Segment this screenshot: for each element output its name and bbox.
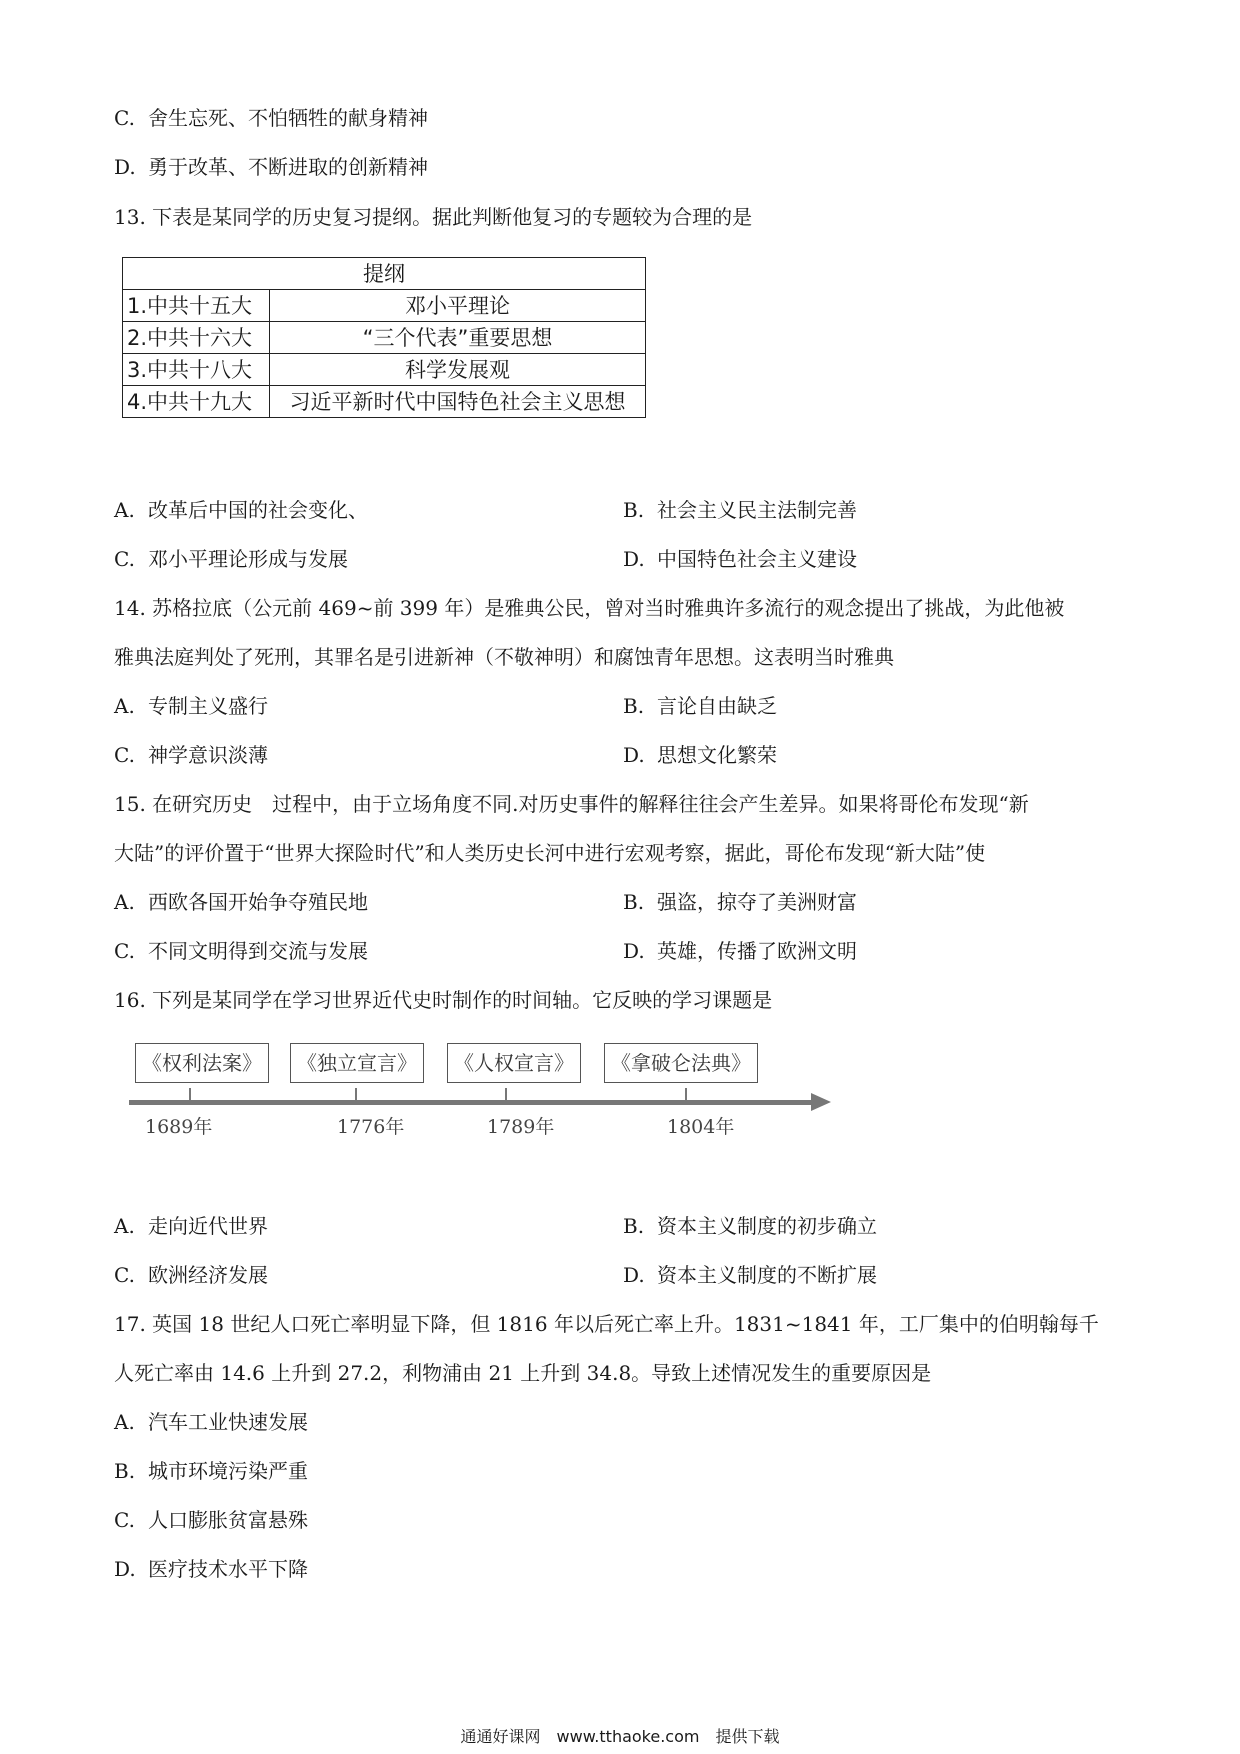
q14-option-a (114, 692, 268, 720)
q16-option-b (623, 1212, 877, 1240)
q13-stem: 13. 下表是某同学的历史复习提纲。据此判断他复习的专题较为合理的是 (114, 205, 753, 229)
page-footer: 通通好课网 www.tthaoke.com 提供下载 (460, 1727, 780, 1746)
q17-stem-line-2: 人死亡率由 14.6 上升到 27.2，利物浦由 21 上升到 34.8。导致上述情况发生的重要原因是 (114, 1361, 932, 1385)
timeline-tick (189, 1088, 191, 1100)
option-text: 不同文明得到交流与发展 (148, 939, 368, 963)
q15-option-d (623, 937, 857, 965)
table-cell: 1.中共十五大 (123, 290, 270, 322)
table-cell: 3.中共十八大 (123, 354, 270, 386)
outline-table (122, 257, 646, 418)
table-cell: 习近平新时代中国特色社会主义思想 (270, 386, 646, 418)
option-text: 神学意识淡薄 (148, 743, 268, 767)
q15-option-b (623, 888, 857, 916)
option-letter: A. (114, 890, 135, 914)
option-text: 西欧各国开始争夺殖民地 (148, 890, 368, 914)
option-letter: B. (623, 694, 645, 718)
timeline-arrow-icon (811, 1093, 831, 1111)
option-letter: D. (623, 939, 645, 963)
option-text: 改革后中国的社会变化、 (148, 498, 368, 522)
option-letter: D. (623, 743, 645, 767)
option-letter: D. (623, 547, 645, 571)
option-text: 英雄，传播了欧洲文明 (657, 939, 857, 963)
q17-option-d (114, 1555, 308, 1583)
q17-option-a (114, 1408, 308, 1436)
option-text: 资本主义制度的初步确立 (657, 1214, 877, 1238)
option-letter: A. (114, 1214, 135, 1238)
option-text: 强盗，掠夺了美洲财富 (657, 890, 857, 914)
q14-stem-line-2: 雅典法庭判处了死刑，其罪名是引进新神（不敬神明）和腐蚀青年思想。这表明当时雅典 (114, 645, 894, 669)
q17-option-b (114, 1457, 308, 1485)
timeline-doc-rights-of-man: 《人权宣言》 (447, 1043, 581, 1083)
timeline-doc-napoleonic-code: 《拿破仑法典》 (604, 1043, 758, 1083)
q14-option-c (114, 741, 268, 769)
option-letter: B. (114, 1459, 136, 1483)
q15-stem-line-2: 大陆”的评价置于“世界大探险时代”和人类历史长河中进行宏观考察，据此，哥伦布发现“新大陆”使 (114, 841, 986, 865)
option-letter: D. (623, 1263, 645, 1287)
q16-option-a (114, 1212, 268, 1240)
table-cell: 4.中共十九大 (123, 386, 270, 418)
table-cell: 2.中共十六大 (123, 322, 270, 354)
q16-stem: 16. 下列是某同学在学习世界近代史时制作的时间轴。它反映的学习课题是 (114, 988, 773, 1012)
q17-option-c (114, 1506, 308, 1534)
table-row (123, 322, 646, 354)
option-letter: C. (114, 547, 135, 571)
q13-option-d (623, 545, 857, 573)
table-row (123, 386, 646, 418)
q13-option-c (114, 545, 348, 573)
option-letter: A. (114, 1410, 135, 1434)
option-letter: D. (114, 155, 136, 179)
option-text: 医疗技术水平下降 (148, 1557, 308, 1581)
option-letter: C. (114, 1263, 135, 1287)
option-text: 社会主义民主法制完善 (657, 498, 857, 522)
timeline-year: 1789年 (487, 1116, 555, 1138)
option-letter: C. (114, 1508, 135, 1532)
timeline-year: 1804年 (667, 1116, 735, 1138)
timeline-axis (129, 1100, 814, 1105)
q16-option-c (114, 1261, 268, 1289)
timeline-year: 1776年 (337, 1116, 405, 1138)
q15-stem-line-1: 15. 在研究历史 过程中，由于立场角度不同.对历史事件的解释往往会产生差异。如果将哥伦布发现“新 (114, 792, 1029, 816)
option-letter: C. (114, 939, 135, 963)
timeline-doc-bill-of-rights: 《权利法案》 (135, 1043, 269, 1083)
option-text: 走向近代世界 (148, 1214, 268, 1238)
option-text: 思想文化繁荣 (657, 743, 777, 767)
timeline-tick (505, 1088, 507, 1100)
timeline-doc-declaration-of-independence: 《独立宣言》 (290, 1043, 424, 1083)
q12-option-d (114, 153, 428, 181)
option-text: 人口膨胀贫富悬殊 (148, 1508, 308, 1532)
option-letter: B. (623, 498, 645, 522)
option-letter: B. (623, 1214, 645, 1238)
timeline (125, 1040, 825, 1138)
q16-option-d (623, 1261, 877, 1289)
table-cell: 邓小平理论 (270, 290, 646, 322)
q15-option-a (114, 888, 368, 916)
option-letter: C. (114, 106, 135, 130)
option-text: 勇于改革、不断进取的创新精神 (148, 155, 428, 179)
table-row (123, 354, 646, 386)
option-text: 城市环境污染严重 (148, 1459, 308, 1483)
option-text: 中国特色社会主义建设 (657, 547, 857, 571)
option-text: 邓小平理论形成与发展 (148, 547, 348, 571)
option-text: 汽车工业快速发展 (148, 1410, 308, 1434)
table-cell: “三个代表”重要思想 (270, 322, 646, 354)
option-text: 言论自由缺乏 (657, 694, 777, 718)
table-cell: 科学发展观 (270, 354, 646, 386)
timeline-tick (355, 1088, 357, 1100)
option-letter: B. (623, 890, 645, 914)
table-row (123, 290, 646, 322)
timeline-year: 1689年 (145, 1116, 213, 1138)
option-letter: A. (114, 694, 135, 718)
option-text: 资本主义制度的不断扩展 (657, 1263, 877, 1287)
timeline-tick (685, 1088, 687, 1100)
option-text: 欧洲经济发展 (148, 1263, 268, 1287)
q13-option-a (114, 496, 368, 524)
q14-option-b (623, 692, 777, 720)
q12-option-c (114, 104, 428, 132)
option-letter: D. (114, 1557, 136, 1581)
outline-table-title: 提纲 (123, 258, 646, 290)
q17-stem-line-1: 17. 英国 18 世纪人口死亡率明显下降，但 1816 年以后死亡率上升。1831~1841 年，工厂集中的伯明翰每千 (114, 1312, 1099, 1336)
q14-stem-line-1: 14. 苏格拉底（公元前 469~前 399 年）是雅典公民，曾对当时雅典许多流行的观念提出了挑战，为此他被 (114, 596, 1065, 620)
option-text: 专制主义盛行 (148, 694, 268, 718)
q15-option-c (114, 937, 368, 965)
option-letter: C. (114, 743, 135, 767)
option-text: 舍生忘死、不怕牺牲的献身精神 (148, 106, 428, 130)
q13-option-b (623, 496, 857, 524)
q14-option-d (623, 741, 777, 769)
option-letter: A. (114, 498, 135, 522)
